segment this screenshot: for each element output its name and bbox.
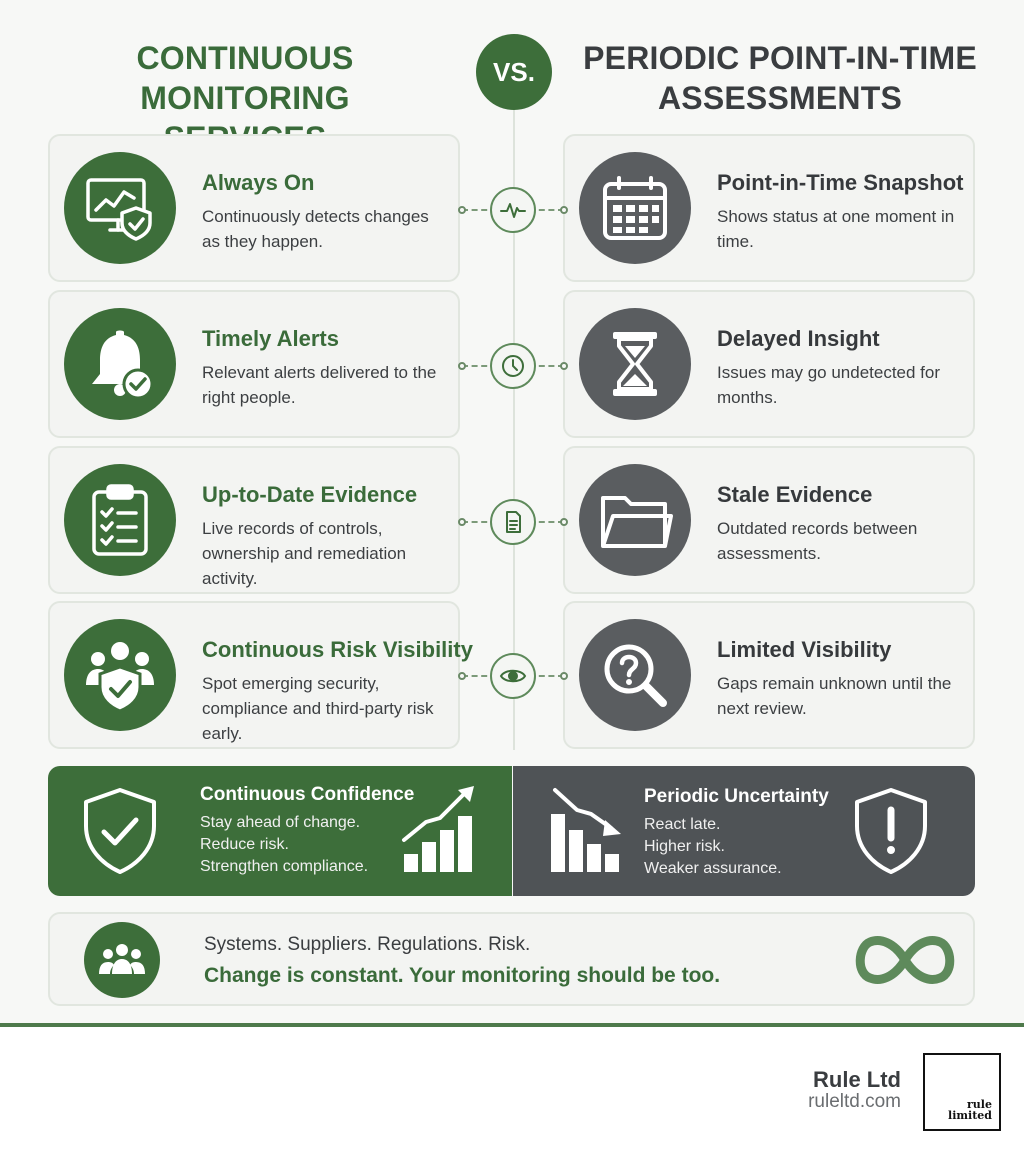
banner-line: React late. <box>644 816 721 833</box>
banner-title: Periodic Uncertainty <box>644 786 829 807</box>
banner-line: Weaker assurance. <box>644 860 782 877</box>
chart-up-icon <box>400 784 480 881</box>
bell-check-icon <box>64 308 176 420</box>
card-title: Continuous Risk Visibility <box>202 637 473 662</box>
card-delayed-insight <box>563 290 975 438</box>
footer-message: Change is constant. Your monitoring should be too. <box>204 964 721 987</box>
company-logo <box>923 1053 1001 1131</box>
card-title: Delayed Insight <box>717 326 880 351</box>
card-continuous-risk-visibility <box>48 601 473 749</box>
card-description: Outdated records between assessments. <box>717 519 918 563</box>
card-always-on <box>48 134 460 282</box>
card-title: Stale Evidence <box>717 482 873 507</box>
card-title: Limited Visibility <box>717 637 892 662</box>
vs-badge: VS. <box>476 34 552 110</box>
card-description: Shows status at one moment in time. <box>717 207 955 251</box>
banner-line: Higher risk. <box>644 838 725 855</box>
shield-check-icon <box>82 786 158 881</box>
card-point-in-time-snapshot <box>563 134 975 282</box>
monitor-shield-icon <box>64 152 176 264</box>
banner-title: Continuous Confidence <box>200 784 415 805</box>
eye-icon <box>490 653 536 699</box>
banner-line: Stay ahead of change. <box>200 814 361 831</box>
periodic-uncertainty-banner <box>513 766 975 896</box>
card-description: Issues may go undetected for months. <box>717 363 941 407</box>
card-title: Always On <box>202 170 315 195</box>
card-title: Point-in-Time Snapshot <box>717 170 964 195</box>
infinity-icon <box>850 930 960 995</box>
card-description: Spot emerging security, compliance and third-party risk early. <box>202 674 434 743</box>
logo-text: rule limited <box>948 1098 992 1122</box>
closing-message-card <box>48 912 975 1006</box>
card-description: Live records of controls, ownership and remediation activity. <box>202 519 407 588</box>
footer-tagline: Systems. Suppliers. Regulations. Risk. <box>204 934 531 955</box>
card-title: Up-to-Date Evidence <box>202 482 418 507</box>
card-timely-alerts <box>48 290 460 438</box>
card-up-to-date-evidence <box>48 446 460 594</box>
card-stale-evidence <box>563 446 975 594</box>
team-icon <box>84 922 160 998</box>
shield-alert-icon <box>853 786 929 881</box>
banner-line: Strengthen compliance. <box>200 858 369 875</box>
card-description: Relevant alerts delivered to the right people. <box>202 363 437 407</box>
document-icon <box>490 499 536 545</box>
card-title: Timely Alerts <box>202 326 339 351</box>
clock-icon <box>490 343 536 389</box>
folder-icon <box>579 464 691 576</box>
magnifier-question-icon <box>579 619 691 731</box>
right-column-title: PERIODIC POINT-IN-TIME ASSESSMENTS <box>583 40 977 116</box>
pulse-icon <box>490 187 536 233</box>
banner-line: Reduce risk. <box>200 836 289 853</box>
company-name: Rule Ltd <box>813 1067 901 1092</box>
card-limited-visibility <box>563 601 975 749</box>
clipboard-checklist-icon <box>64 464 176 576</box>
people-shield-icon <box>64 619 176 731</box>
left-column-title: CONTINUOUS MONITORING <box>136 40 354 116</box>
company-website[interactable]: ruleltd.com <box>808 1091 901 1112</box>
chart-down-icon <box>547 784 627 881</box>
calendar-icon <box>579 152 691 264</box>
card-description: Continuously detects changes as they happen. <box>202 207 429 251</box>
card-description: Gaps remain unknown until the next review. <box>717 674 952 718</box>
continuous-confidence-banner <box>48 766 512 896</box>
hourglass-icon <box>579 308 691 420</box>
